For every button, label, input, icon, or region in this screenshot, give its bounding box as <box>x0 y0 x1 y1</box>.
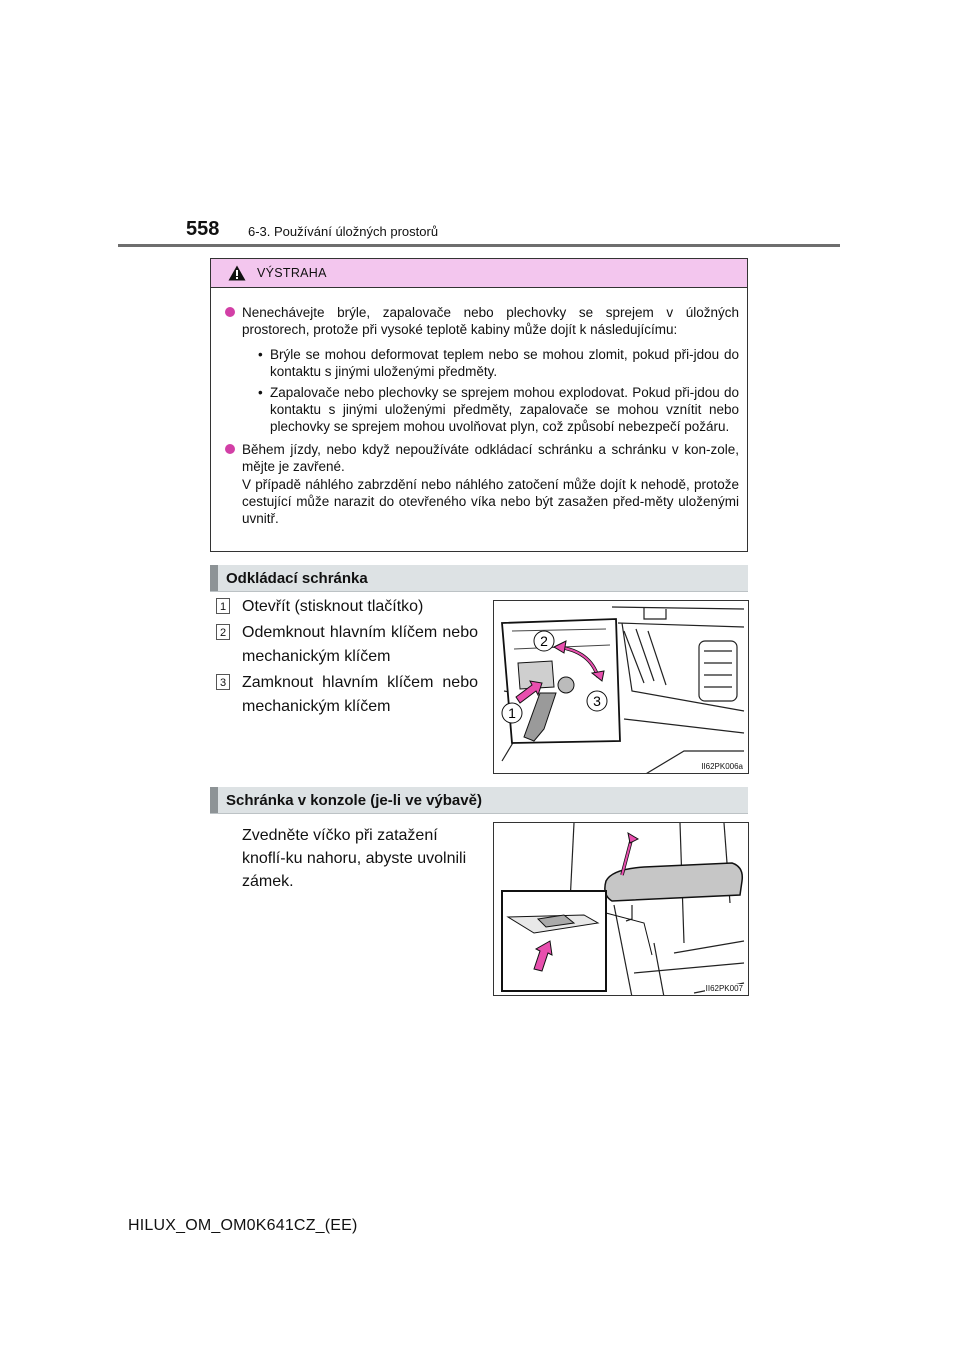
section-bar <box>210 787 218 813</box>
warning-box <box>210 258 748 552</box>
step-item <box>216 621 478 669</box>
glovebox-figure <box>493 600 749 774</box>
chapter-title: 6-3. Používání úložných prostorů <box>248 224 439 239</box>
warning-header <box>211 259 747 288</box>
step-text: Odemknout hlavním klíčem nebo mechanickým klíčem <box>242 624 478 665</box>
callout-2: 2 <box>540 633 548 649</box>
section-title-glovebox <box>210 565 748 592</box>
glovebox-illustration <box>494 601 749 774</box>
pink-dot-icon <box>225 444 235 454</box>
step-item <box>216 671 478 719</box>
step-text: Otevřít (stisknout tlačítko) <box>242 598 424 615</box>
page-number: 558 <box>186 218 220 240</box>
step-text: Zamknout hlavním klíčem nebo mechanickým klíčem <box>242 674 478 715</box>
warning-bullet: • Zapalovače nebo plechovky se sprejem mohou explodovat. Pokud při-jdou do kontaktu s jinými uloženými předměty, zapalovače se mohou vznítit nebo plechovky se sprejem mohou uvolňovat plyn, což způsobí nebezpečí požáru. <box>258 384 739 435</box>
warning-paragraph: Během jízdy, nebo když nepoužíváte odkládací schránku a schránku v kon-zole, mějte je zavřené. V případě náhlého zabrzdění nebo náhlého zatočení může dojít k nehodě, protože cestující může narazit do otevřeného víka nebo být zasažen před-měty uloženými uvnitř. <box>225 441 739 528</box>
console-illustration <box>494 823 749 996</box>
step-number: 3 <box>216 674 230 690</box>
warning-body <box>211 288 747 528</box>
console-figure <box>493 822 749 996</box>
step-number: 2 <box>216 624 230 640</box>
warning-bullet: • Brýle se mohou deformovat teplem nebo se mohou zlomit, pokud při-jdou do kontaktu s jinými uloženými předměty. <box>258 346 739 380</box>
warning-title: VÝSTRAHA <box>257 266 327 280</box>
step-number: 1 <box>216 598 230 614</box>
section-title-text: Schránka v konzole (je-li ve výbavě) <box>226 792 482 809</box>
section-title-console <box>210 787 748 814</box>
warning-triangle-icon <box>228 265 246 281</box>
bullet-mark: • <box>258 384 263 400</box>
figure-code: II62PK006a <box>701 762 743 771</box>
warning-paragraph: Nenechávejte brýle, zapalovače nebo plechovky se sprejem v úložných prostorech, protože při vysoké teplotě kabiny může dojít k následujícímu: <box>225 304 739 339</box>
figure-code: II62PK007 <box>705 984 743 993</box>
document-id: HILUX_OM_OM0K641CZ_(EE) <box>128 1217 358 1234</box>
header-rule <box>118 244 840 247</box>
callout-3: 3 <box>593 693 601 709</box>
bullet-mark: • <box>258 346 263 362</box>
step-item <box>216 595 478 619</box>
pink-dot-icon <box>225 307 235 317</box>
console-instruction: Zvedněte víčko při zatažení knoflí-ku nahoru, abyste uvolnili zámek. <box>242 827 467 890</box>
section-bar <box>210 565 218 591</box>
section-title-text: Odkládací schránka <box>226 570 368 587</box>
callout-1: 1 <box>508 705 516 721</box>
